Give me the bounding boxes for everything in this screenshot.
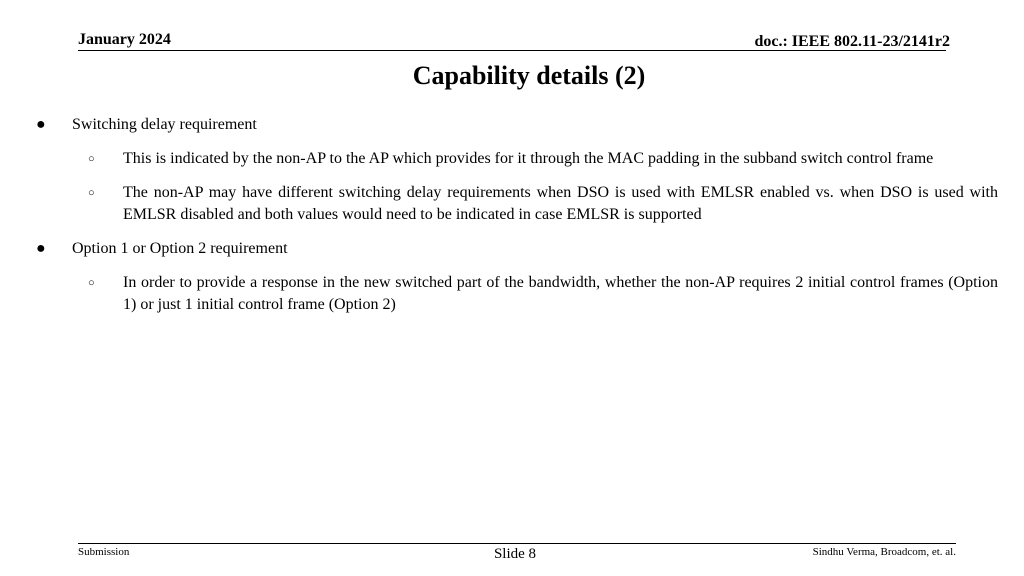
sub-bullet-text: In order to provide a response in the new switched part of the bandwidth, whether the non-AP requires 2 initial control frames (Option 1) or just 1 initial control frame (Option 2) (123, 274, 998, 313)
bullet-item (0, 238, 998, 260)
sub-bullet-text: This is indicated by the non-AP to the AP which provides for it through the MAC padding in the subband switch control frame (123, 150, 934, 167)
sub-bullet-item (88, 182, 998, 226)
footer-submission: Submission (78, 546, 130, 558)
footer-author: Sindhu Verma, Broadcom, et. al. (812, 546, 956, 558)
footer-rule (78, 543, 956, 544)
sub-bullet-item (88, 272, 998, 316)
bullet-item (0, 114, 998, 136)
bullet-text: Switching delay requirement (72, 116, 257, 133)
slide-number: Slide 8 (493, 546, 537, 562)
bullet-circle-icon: ○ (88, 153, 95, 165)
bullet-dot-icon: ● (36, 240, 46, 257)
header-doc-id: doc.: IEEE 802.11-23/2141r2 (754, 33, 950, 50)
bullet-text: Option 1 or Option 2 requirement (72, 240, 288, 257)
sub-bullet-text: The non-AP may have different switching delay requirements when DSO is used with EMLSR enabled vs. when DSO is used with EMLSR disabled and both values would need to be indicated in case EMLSR is supported (123, 184, 998, 223)
slide-content (0, 114, 1024, 328)
header-rule (78, 50, 946, 51)
bullet-circle-icon: ○ (88, 187, 95, 199)
sub-bullet-item (88, 148, 998, 170)
header-date: January 2024 (78, 31, 171, 48)
bullet-circle-icon: ○ (88, 277, 95, 289)
bullet-dot-icon: ● (36, 116, 46, 133)
slide-title: Capability details (2) (412, 61, 646, 90)
